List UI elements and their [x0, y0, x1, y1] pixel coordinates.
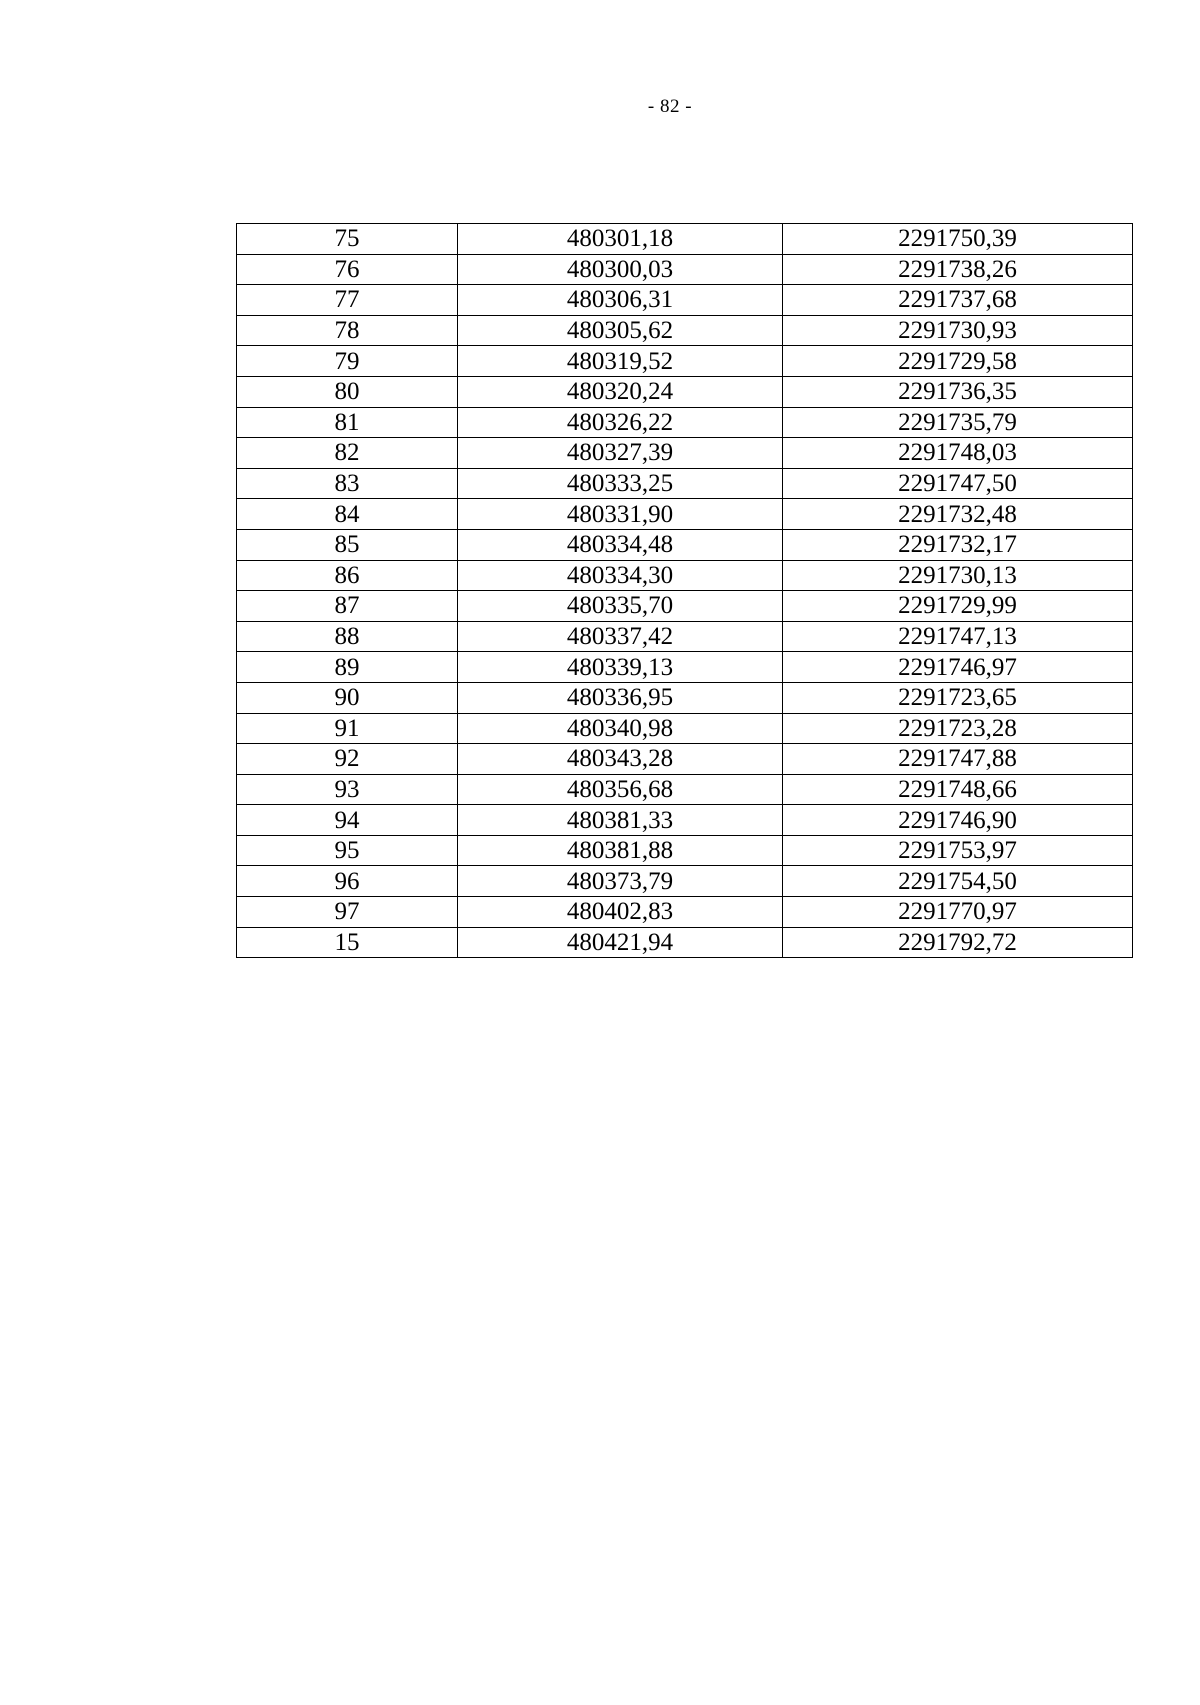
point-number-cell: 83 — [237, 468, 458, 499]
y-coordinate-cell: 2291770,97 — [783, 897, 1133, 928]
x-coordinate-cell: 480335,70 — [458, 591, 783, 622]
x-coordinate-cell: 480421,94 — [458, 927, 783, 958]
x-coordinate-cell: 480334,48 — [458, 529, 783, 560]
table-row — [237, 835, 1133, 866]
point-number-cell: 87 — [237, 591, 458, 622]
table-row — [237, 407, 1133, 438]
page-number: - 82 - — [647, 96, 693, 117]
table-row — [237, 254, 1133, 285]
table-row — [237, 713, 1133, 744]
y-coordinate-cell: 2291748,03 — [783, 438, 1133, 469]
x-coordinate-cell: 480301,18 — [458, 224, 783, 255]
point-number-cell: 84 — [237, 499, 458, 530]
point-number-cell: 88 — [237, 621, 458, 652]
table-row — [237, 927, 1133, 958]
y-coordinate-cell: 2291753,97 — [783, 835, 1133, 866]
x-coordinate-cell: 480343,28 — [458, 744, 783, 775]
x-coordinate-cell: 480339,13 — [458, 652, 783, 683]
y-coordinate-cell: 2291730,13 — [783, 560, 1133, 591]
table-row — [237, 315, 1133, 346]
x-coordinate-cell: 480320,24 — [458, 376, 783, 407]
x-coordinate-cell: 480306,31 — [458, 285, 783, 316]
table-row — [237, 897, 1133, 928]
point-number-cell: 97 — [237, 897, 458, 928]
point-number-cell: 78 — [237, 315, 458, 346]
y-coordinate-cell: 2291746,90 — [783, 805, 1133, 836]
y-coordinate-cell: 2291729,99 — [783, 591, 1133, 622]
y-coordinate-cell: 2291754,50 — [783, 866, 1133, 897]
y-coordinate-cell: 2291723,28 — [783, 713, 1133, 744]
x-coordinate-cell: 480300,03 — [458, 254, 783, 285]
point-number-cell: 86 — [237, 560, 458, 591]
point-number-cell: 82 — [237, 438, 458, 469]
y-coordinate-cell: 2291750,39 — [783, 224, 1133, 255]
x-coordinate-cell: 480336,95 — [458, 682, 783, 713]
x-coordinate-cell: 480373,79 — [458, 866, 783, 897]
y-coordinate-cell: 2291730,93 — [783, 315, 1133, 346]
y-coordinate-cell: 2291746,97 — [783, 652, 1133, 683]
y-coordinate-cell: 2291737,68 — [783, 285, 1133, 316]
y-coordinate-cell: 2291747,88 — [783, 744, 1133, 775]
point-number-cell: 77 — [237, 285, 458, 316]
y-coordinate-cell: 2291738,26 — [783, 254, 1133, 285]
table-row — [237, 376, 1133, 407]
table-row — [237, 468, 1133, 499]
table-row — [237, 652, 1133, 683]
y-coordinate-cell: 2291792,72 — [783, 927, 1133, 958]
point-number-cell: 96 — [237, 866, 458, 897]
table-row — [237, 591, 1133, 622]
table-row — [237, 774, 1133, 805]
x-coordinate-cell: 480305,62 — [458, 315, 783, 346]
x-coordinate-cell: 480402,83 — [458, 897, 783, 928]
coordinates-table-body — [237, 224, 1133, 958]
y-coordinate-cell: 2291735,79 — [783, 407, 1133, 438]
x-coordinate-cell: 480333,25 — [458, 468, 783, 499]
point-number-cell: 91 — [237, 713, 458, 744]
point-number-cell: 90 — [237, 682, 458, 713]
x-coordinate-cell: 480331,90 — [458, 499, 783, 530]
table-row — [237, 529, 1133, 560]
x-coordinate-cell: 480356,68 — [458, 774, 783, 805]
y-coordinate-cell: 2291732,17 — [783, 529, 1133, 560]
point-number-cell: 80 — [237, 376, 458, 407]
point-number-cell: 76 — [237, 254, 458, 285]
y-coordinate-cell: 2291723,65 — [783, 682, 1133, 713]
table-row — [237, 805, 1133, 836]
y-coordinate-cell: 2291729,58 — [783, 346, 1133, 377]
y-coordinate-cell: 2291747,50 — [783, 468, 1133, 499]
point-number-cell: 94 — [237, 805, 458, 836]
x-coordinate-cell: 480327,39 — [458, 438, 783, 469]
table-row — [237, 499, 1133, 530]
point-number-cell: 95 — [237, 835, 458, 866]
point-number-cell: 85 — [237, 529, 458, 560]
point-number-cell: 81 — [237, 407, 458, 438]
table-row — [237, 866, 1133, 897]
point-number-cell: 93 — [237, 774, 458, 805]
x-coordinate-cell: 480381,33 — [458, 805, 783, 836]
x-coordinate-cell: 480334,30 — [458, 560, 783, 591]
table-row — [237, 438, 1133, 469]
coordinates-table — [236, 223, 1133, 958]
y-coordinate-cell: 2291736,35 — [783, 376, 1133, 407]
table-row — [237, 621, 1133, 652]
point-number-cell: 92 — [237, 744, 458, 775]
point-number-cell: 75 — [237, 224, 458, 255]
y-coordinate-cell: 2291748,66 — [783, 774, 1133, 805]
x-coordinate-cell: 480326,22 — [458, 407, 783, 438]
x-coordinate-cell: 480381,88 — [458, 835, 783, 866]
x-coordinate-cell: 480337,42 — [458, 621, 783, 652]
table-row — [237, 224, 1133, 255]
table-row — [237, 682, 1133, 713]
table-row — [237, 285, 1133, 316]
point-number-cell: 15 — [237, 927, 458, 958]
table-row — [237, 560, 1133, 591]
y-coordinate-cell: 2291747,13 — [783, 621, 1133, 652]
x-coordinate-cell: 480340,98 — [458, 713, 783, 744]
table-row — [237, 346, 1133, 377]
table-row — [237, 744, 1133, 775]
x-coordinate-cell: 480319,52 — [458, 346, 783, 377]
y-coordinate-cell: 2291732,48 — [783, 499, 1133, 530]
point-number-cell: 79 — [237, 346, 458, 377]
point-number-cell: 89 — [237, 652, 458, 683]
